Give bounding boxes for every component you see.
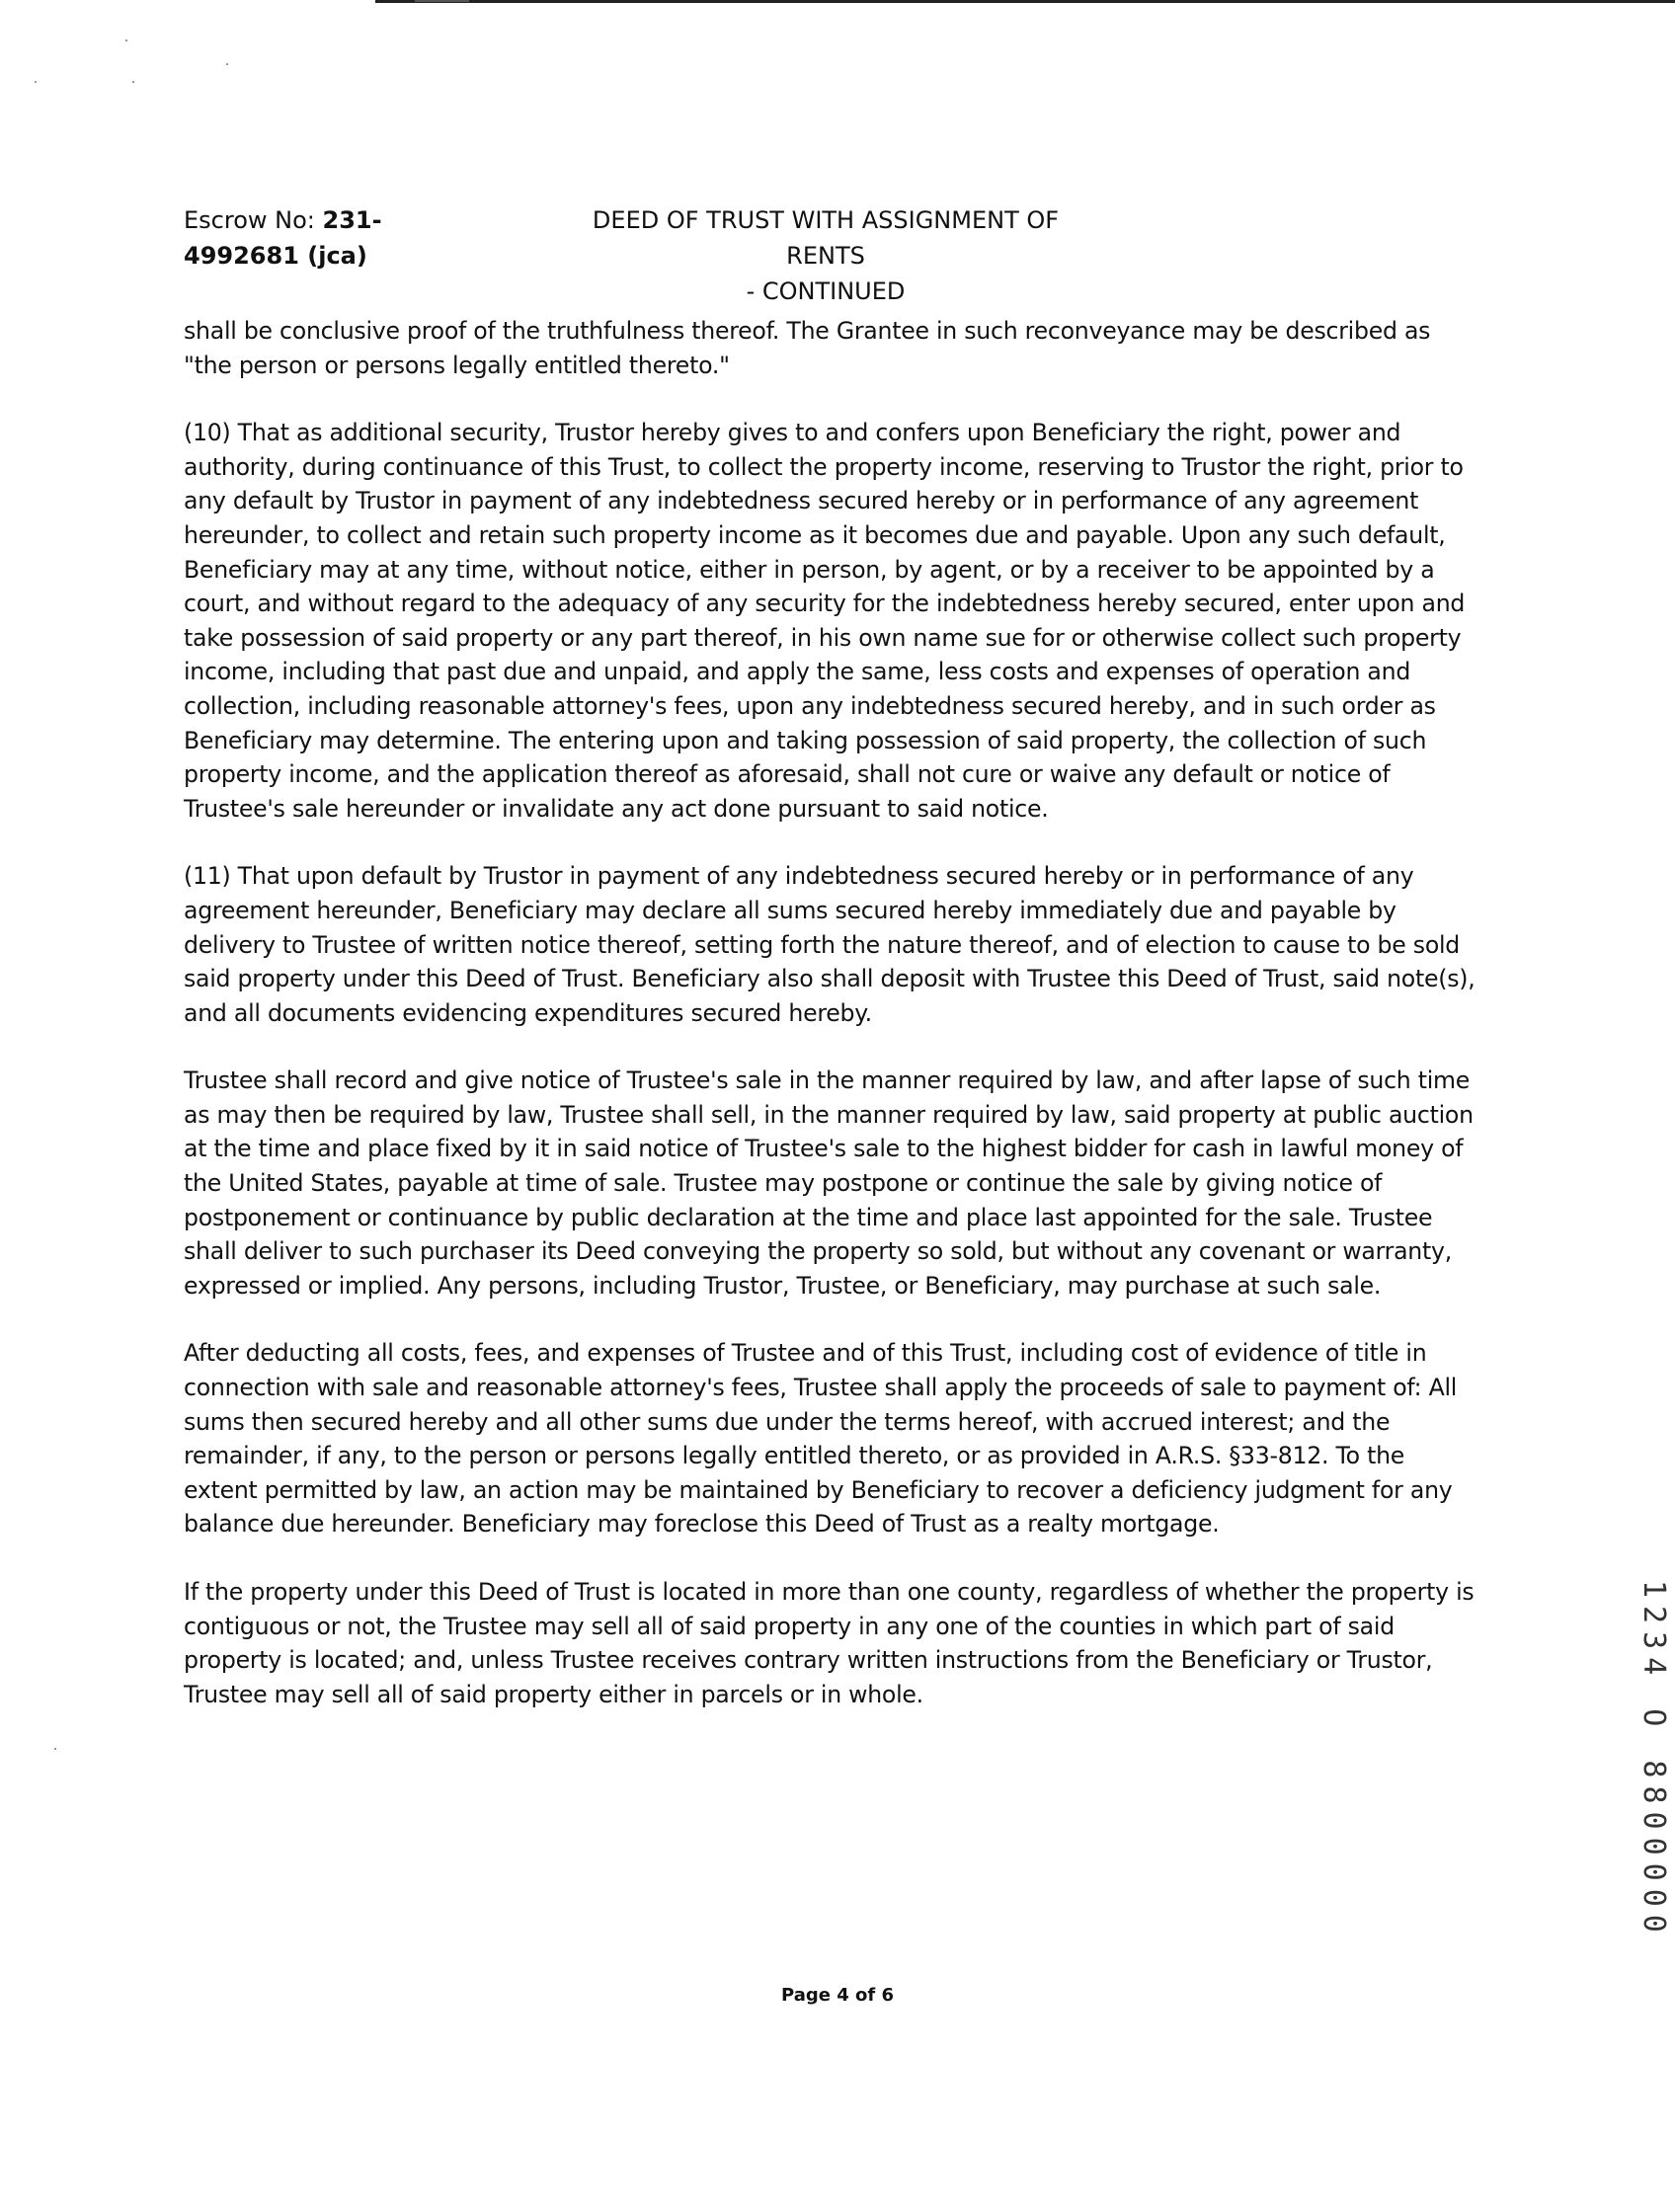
paragraph-10: (10) That as additional security, Trustor hereby gives to and confers upon Beneficiary the right, power and authority, during continuance of this Trust, to collect the property income, reserving to Trustor the right, prior to any default by Trustor in payment of any indebtedness secured hereby or in performance of any agreement hereunder, to collect and retain such property income as it becomes due and payable. Upon any such default, Beneficiary may at any time, without notice, either in person, by agent, or by a receiver to be appointed by a court, and without regard to the adequacy of any security for the indebtedness hereby secured, enter upon and take possession of said property or any part thereof, in his own name sue for or otherwise collect such property income, including that past due and unpaid, and apply the same, less costs and expenses of operation and collection, including reasonable attorney's fees, upon any indebtedness secured hereby, and in such order as Beneficiary may determine. The entering upon and taking possession of said property, the collection of such property income, and the application thereof as aforesaid, shall not cure or waive any default or notice of Trustee's sale hereunder or invalidate any act done pursuant to said notice.: [184, 419, 1466, 823]
title-line-2: - CONTINUED: [746, 277, 906, 305]
escrow-number: [184, 202, 421, 274]
document-title: [579, 202, 1073, 309]
paragraph-proceeds: After deducting all costs, fees, and expenses of Trustee and of this Trust, including cost of evidence of title in connection with sale and reasonable attorney's fees, Trustee shall apply the proceeds of sale to payment of: All sums then secured hereby and all other sums due under the terms hereof, with accrued interest; and the remainder, if any, to the person or persons legally entitled thereto, or as provided in A.R.S. §33-812. To the extent permitted by law, an action may be maintained by Beneficiary to recover a deficiency judgment for any balance due hereunder. Beneficiary may foreclose this Deed of Trust as a realty mortgage.: [184, 1339, 1458, 1539]
paragraph-multiple-counties: If the property under this Deed of Trust is located in more than one county, regardless of whether the property is contiguous or not, the Trustee may sell all of said property in any one of the counties in which part of said property is located; and, unless Trustee receives contrary written instructions from the Beneficiary or Trustor, Trustee may sell all of said property either in parcels or in whole.: [184, 1578, 1475, 1708]
scan-speck: [125, 40, 127, 41]
escrow-number-part2: 4992681 (jca): [184, 242, 367, 270]
scan-speck: [226, 63, 228, 65]
recording-stamp: 1234 O 8800000: [1636, 1580, 1671, 1940]
scan-speck: [35, 81, 37, 83]
paragraph-trustee-sale: Trustee shall record and give notice of Trustee's sale in the manner required by law, and after lapse of such time as may then be required by law, Trustee shall sell, in the manner required by law, said property at public auction at the time and place fixed by it in said notice of Trustee's sale to the highest bidder for cash in lawful money of the United States, payable at time of sale. Trustee may postpone or continue the sale by giving notice of postponement or continuance by public declaration at the time and place last appointed for the sale. Trustee shall deliver to such purchaser its Deed conveying the property so sold, but without any covenant or warranty, expressed or implied. Any persons, including Trustor, Trustee, or Beneficiary, may purchase at such sale.: [184, 1066, 1474, 1300]
page-top-mark: [415, 0, 469, 2]
title-line-1: DEED OF TRUST WITH ASSIGNMENT OF RENTS: [592, 206, 1060, 270]
escrow-number-part1: 231-: [322, 206, 382, 234]
page-top-border: [375, 0, 1675, 3]
scan-speck: [132, 81, 134, 83]
scan-speck: [54, 1748, 56, 1750]
document-body: [184, 314, 1477, 1745]
paragraph-11: (11) That upon default by Trustor in payment of any indebtedness secured hereby or in performance of any agreement hereunder, Beneficiary may declare all sums secured hereby immediately due and payable by delivery to Trustee of written notice thereof, setting forth the nature thereof, and of election to cause to be sold said property under this Deed of Trust. Beneficiary also shall deposit with Trustee this Deed of Trust, said note(s), and all documents evidencing expenditures secured hereby.: [184, 862, 1476, 1027]
page-number: Page 4 of 6: [781, 1985, 894, 2006]
escrow-label: Escrow No:: [184, 206, 315, 234]
paragraph-continuation: shall be conclusive proof of the truthfulness thereof. The Grantee in such reconveyance may be described as "the person or persons legally entitled thereto.": [184, 317, 1431, 379]
